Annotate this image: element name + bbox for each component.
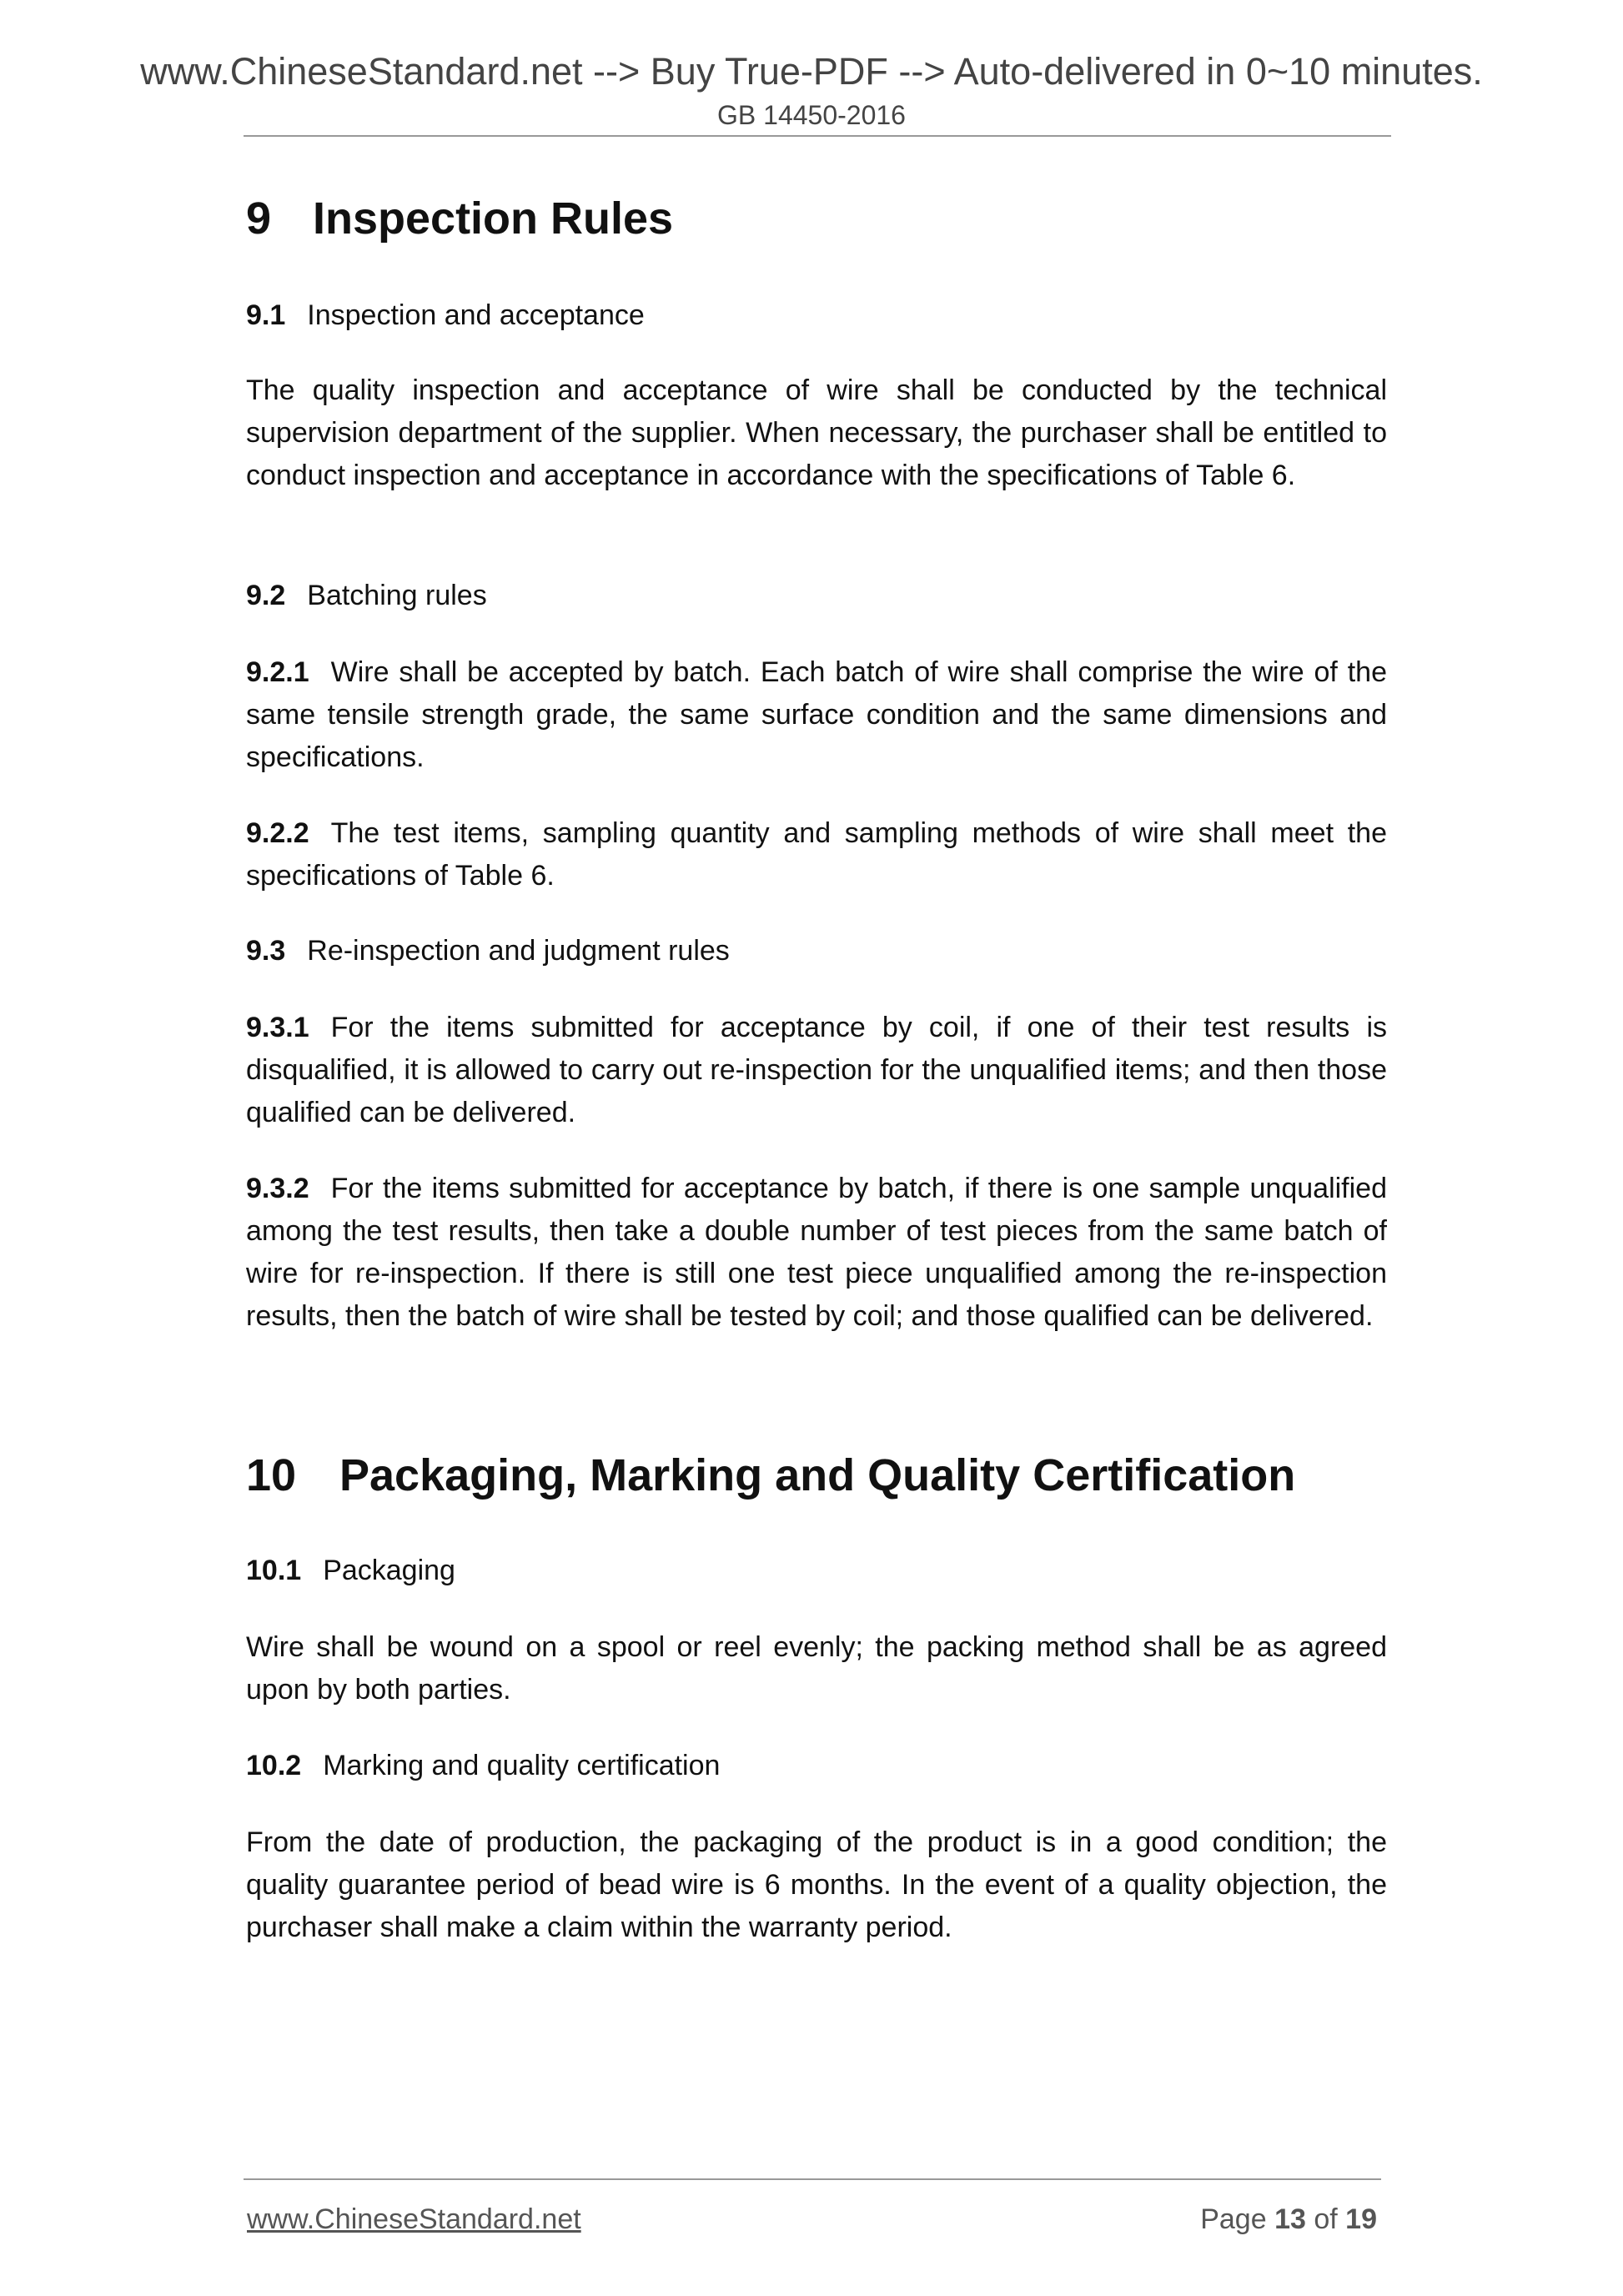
clause-text: Wire shall be accepted by batch. Each batch of wire shall comprise the wire of the same tensile strength grade, the same surface condition and the same dimensions and specifications. xyxy=(246,656,1387,773)
page-indicator xyxy=(1200,2201,1377,2238)
clause-title: Batching rules xyxy=(307,580,487,611)
clause-number: 10.1 xyxy=(246,1555,302,1586)
clause-number: 9.1 xyxy=(246,299,286,331)
paragraph-10-2: From the date of production, the packaging of the product is in a good condition; the quality guarantee period of bead wire is 6 months. In the event of a quality objection, the purchaser shall make a claim within the warranty period. xyxy=(246,1826,1387,1943)
section-number: 10 xyxy=(246,1450,297,1500)
subsection-10-2 xyxy=(246,1745,720,1787)
subsection-10-1 xyxy=(246,1550,455,1592)
clause-number: 10.2 xyxy=(246,1750,302,1781)
header-banner: www.ChineseStandard.net --> Buy True-PDF --> Auto-delivered in 0~10 minutes. xyxy=(140,50,1483,93)
clause-number: 9.2.1 xyxy=(246,656,309,688)
header-divider xyxy=(244,135,1391,137)
clause-number: 9.2.2 xyxy=(246,817,309,849)
section-9-heading xyxy=(246,189,673,248)
total-pages: 19 xyxy=(1345,2203,1377,2235)
footer-website-link[interactable]: www.ChineseStandard.net xyxy=(247,2203,581,2235)
subsection-9-2 xyxy=(246,575,487,617)
paragraph-9-2-2 xyxy=(246,812,1387,897)
clause-text: For the items submitted for acceptance by coil, if one of their test results is disqualified, it is allowed to carry out re-inspection for the unqualified items; and then those qualified can be delivered. xyxy=(246,1012,1387,1128)
clause-title: Packaging xyxy=(323,1555,455,1586)
page-label: Page xyxy=(1200,2203,1267,2235)
paragraph-9-1: The quality inspection and acceptance of wire shall be conducted by the technical supervision department of the supplier. When necessary, the purchaser shall be entitled to conduct inspection and acceptance in accordance with the specifications of Table 6. xyxy=(246,374,1387,491)
section-title: Inspection Rules xyxy=(313,193,674,244)
clause-title: Re-inspection and judgment rules xyxy=(307,935,730,967)
subsection-9-1 xyxy=(246,294,645,337)
clause-number: 9.3.1 xyxy=(246,1012,309,1043)
paragraph-9-2-1 xyxy=(246,651,1387,779)
clause-title: Inspection and acceptance xyxy=(307,299,645,331)
footer-link-wrap xyxy=(247,2201,581,2238)
section-number: 9 xyxy=(246,193,272,244)
standard-number: GB 14450-2016 xyxy=(717,100,906,130)
footer-divider xyxy=(244,2178,1381,2180)
page-of: of xyxy=(1314,2203,1338,2235)
section-title: Packaging, Marking and Quality Certification xyxy=(339,1450,1296,1500)
section-10-heading xyxy=(246,1446,1295,1505)
clause-title: Marking and quality certification xyxy=(323,1750,721,1781)
clause-number: 9.3 xyxy=(246,935,286,967)
paragraph-9-3-1 xyxy=(246,1007,1387,1134)
current-page: 13 xyxy=(1274,2203,1306,2235)
paragraph-9-3-2 xyxy=(246,1168,1387,1338)
subsection-9-3 xyxy=(246,930,730,972)
clause-text: The test items, sampling quantity and sampling methods of wire shall meet the specifications of Table 6. xyxy=(246,817,1387,892)
clause-text: For the items submitted for acceptance by batch, if there is one sample unqualified among the test results, then take a double number of test pieces from the same batch of wire for re-inspection. If there is still one test piece unqualified among the re-inspection results, then the batch of wire shall be tested by coil; and those qualified can be delivered. xyxy=(246,1173,1387,1332)
clause-number: 9.3.2 xyxy=(246,1173,309,1204)
paragraph-10-1: Wire shall be wound on a spool or reel evenly; the packing method shall be as agreed upon by both parties. xyxy=(246,1631,1387,1706)
clause-number: 9.2 xyxy=(246,580,286,611)
